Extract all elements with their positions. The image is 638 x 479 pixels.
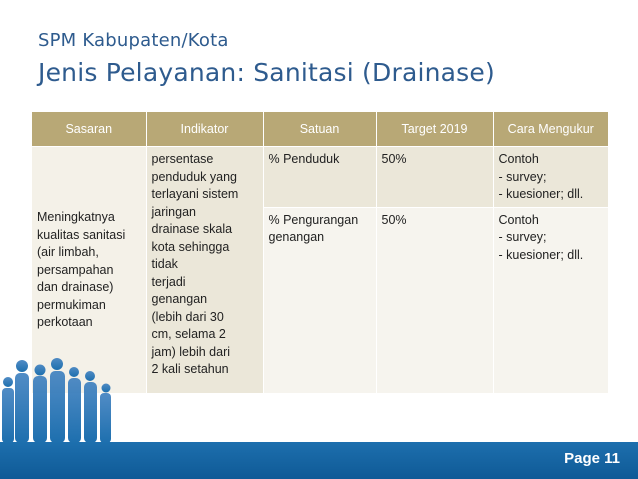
table-header-row [32,112,608,147]
business-people-graphic-icon [0,352,140,447]
page-number: Page 11 [564,450,620,467]
cell-satuan: % Pengurangan genangan [263,207,376,393]
header-indikator: Indikator [146,112,263,147]
header-target: Target 2019 [376,112,493,147]
cell-cara-mengukur: Contoh - survey; - kuesioner; dll. [493,147,608,208]
header-satuan: Satuan [263,112,376,147]
footer-bar [0,442,638,479]
cell-sasaran: Meningkatnya kualitas sanitasi (air limbah, persampahan dan drainase) permukiman perkotaan [32,147,146,393]
header-cara-mengukur: Cara Mengukur [493,112,608,147]
table-row [32,147,608,208]
cell-target: 50% [376,207,493,393]
cell-cara-mengukur: Contoh - survey; - kuesioner; dll. [493,207,608,393]
slide-subtitle: SPM Kabupaten/Kota [38,30,229,51]
cell-target: 50% [376,147,493,208]
header-sasaran: Sasaran [32,112,146,147]
slide-title: Jenis Pelayanan: Sanitasi (Drainase) [38,58,495,87]
cell-satuan: % Penduduk [263,147,376,208]
spm-table [32,112,608,393]
cell-indikator: persentase penduduk yang terlayani sistem jaringan drainase skala kota sehingga tidak terjadi genangan (lebih dari 30 cm, selama 2 jam) lebih dari 2 kali setahun [146,147,263,393]
